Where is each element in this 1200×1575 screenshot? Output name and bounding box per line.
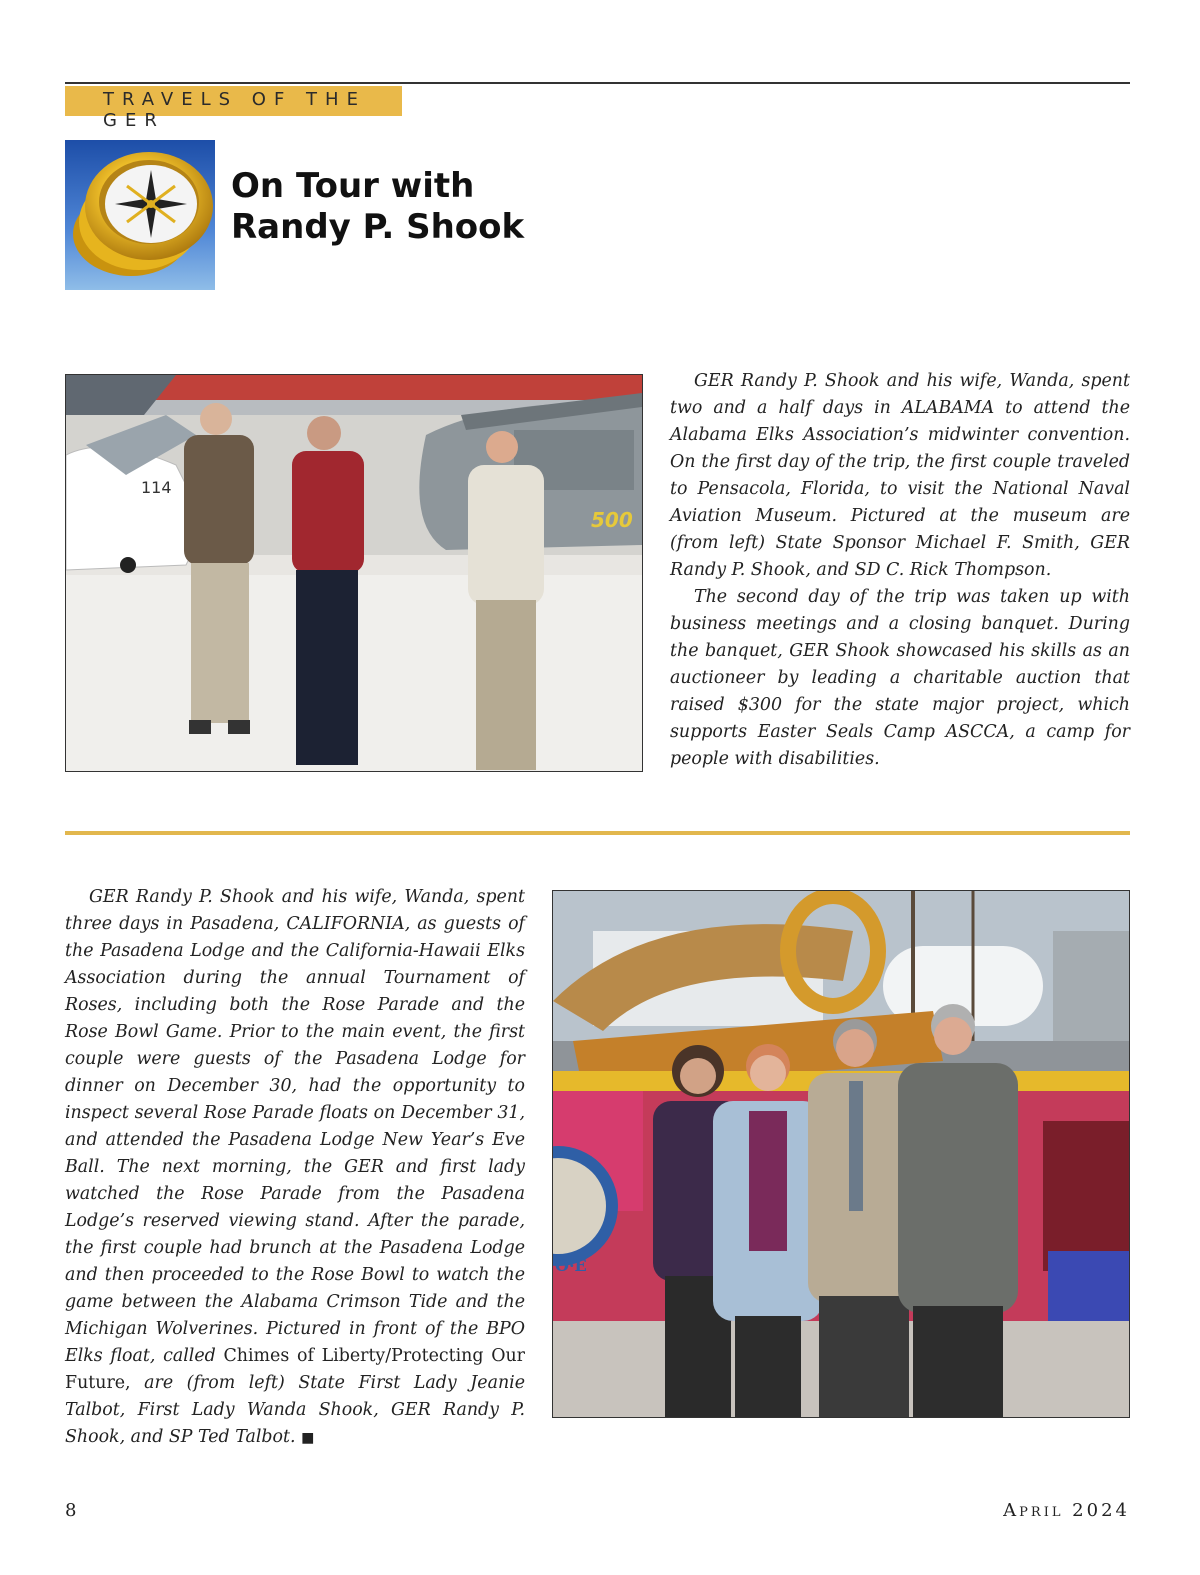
header-rule — [65, 82, 1130, 84]
california-paragraph-end: are (from left) State First Lady Jeanie Talbot, First Lady Wanda Shook, GER Randy P. Shook, and SP Ted Talbot. — [65, 1373, 525, 1447]
title-line-2: Randy P. Shook — [231, 207, 525, 247]
compass-icon — [65, 140, 215, 290]
person-ted — [898, 1004, 1018, 1417]
california-paragraph-start: GER Randy P. Shook and his wife, Wanda, spent three days in Pasadena, CALIFORNIA, as guests of the Pasadena Lodge and the California-Hawaii Elks Association during the annual Tournament of Roses, including both the Rose Parade and the Rose Bowl Game. Prior to the main event, the first couple were guests of the Pasadena Lodge for dinner on December 30, had the opportunity to inspect several Rose Parade floats on December 31, and attended the Pasadena Lodge New Year’s Eve Ball. The next morning, the GER and first lady watched the Rose Parade from the Pasadena Lodge’s reserved viewing stand. After the parade, the first couple had brunch at the Pasadena Lodge and then proceeded to the Rose Bowl to watch the game between the Alabama Crimson Tide and the Michigan Wolverines. Pictured in front of the BPO Elks float, called — [65, 887, 525, 1366]
museum-photo — [65, 374, 643, 772]
rose-float-photo — [552, 890, 1130, 1418]
alabama-paragraph-1: GER Randy P. Shook and his wife, Wanda, spent two and a half days in ALABAMA to attend the Alabama Elks Association’s midwinter convention. On the first day of the trip, the first couple traveled to Pensacola, Florida, to visit the National Naval Aviation Museum. Pictured at the museum are (from left) State Sponsor Michael F. Smith, GER Randy P. Shook, and SD C. Rick Thompson. — [670, 371, 1130, 580]
end-mark: ■ — [301, 1430, 315, 1446]
aircraft-number: 500 — [591, 508, 633, 532]
issue-date: April 2024 — [1003, 1500, 1130, 1521]
section-label: TRAVELS OF THE GER — [103, 89, 366, 131]
float-name: Chimes of Liberty/Protecting Our Future, — [65, 1346, 525, 1393]
section-tag — [65, 86, 402, 131]
float-emblem-text: O·E — [555, 1256, 587, 1275]
section-divider — [65, 831, 1130, 835]
page-number: 8 — [65, 1500, 77, 1521]
california-column — [65, 884, 525, 1452]
person-left — [184, 403, 254, 734]
article-title — [231, 166, 524, 248]
compass-logo — [65, 140, 215, 290]
alabama-column — [670, 368, 1130, 773]
fuselage-number: 114 — [141, 478, 172, 497]
title-line-1: On Tour with — [231, 166, 475, 206]
alabama-paragraph-2: The second day of the trip was taken up with business meetings and a closing banquet. During the banquet, GER Shook showcased his skills as an auctioneer by leading a charitable auction that raised $300 for the state major project, which supports Easter Seals Camp ASCCA, a camp for people with disabilities. — [670, 587, 1130, 769]
person-right — [468, 431, 544, 770]
person-middle — [292, 416, 364, 765]
california-paragraph — [65, 884, 525, 1452]
